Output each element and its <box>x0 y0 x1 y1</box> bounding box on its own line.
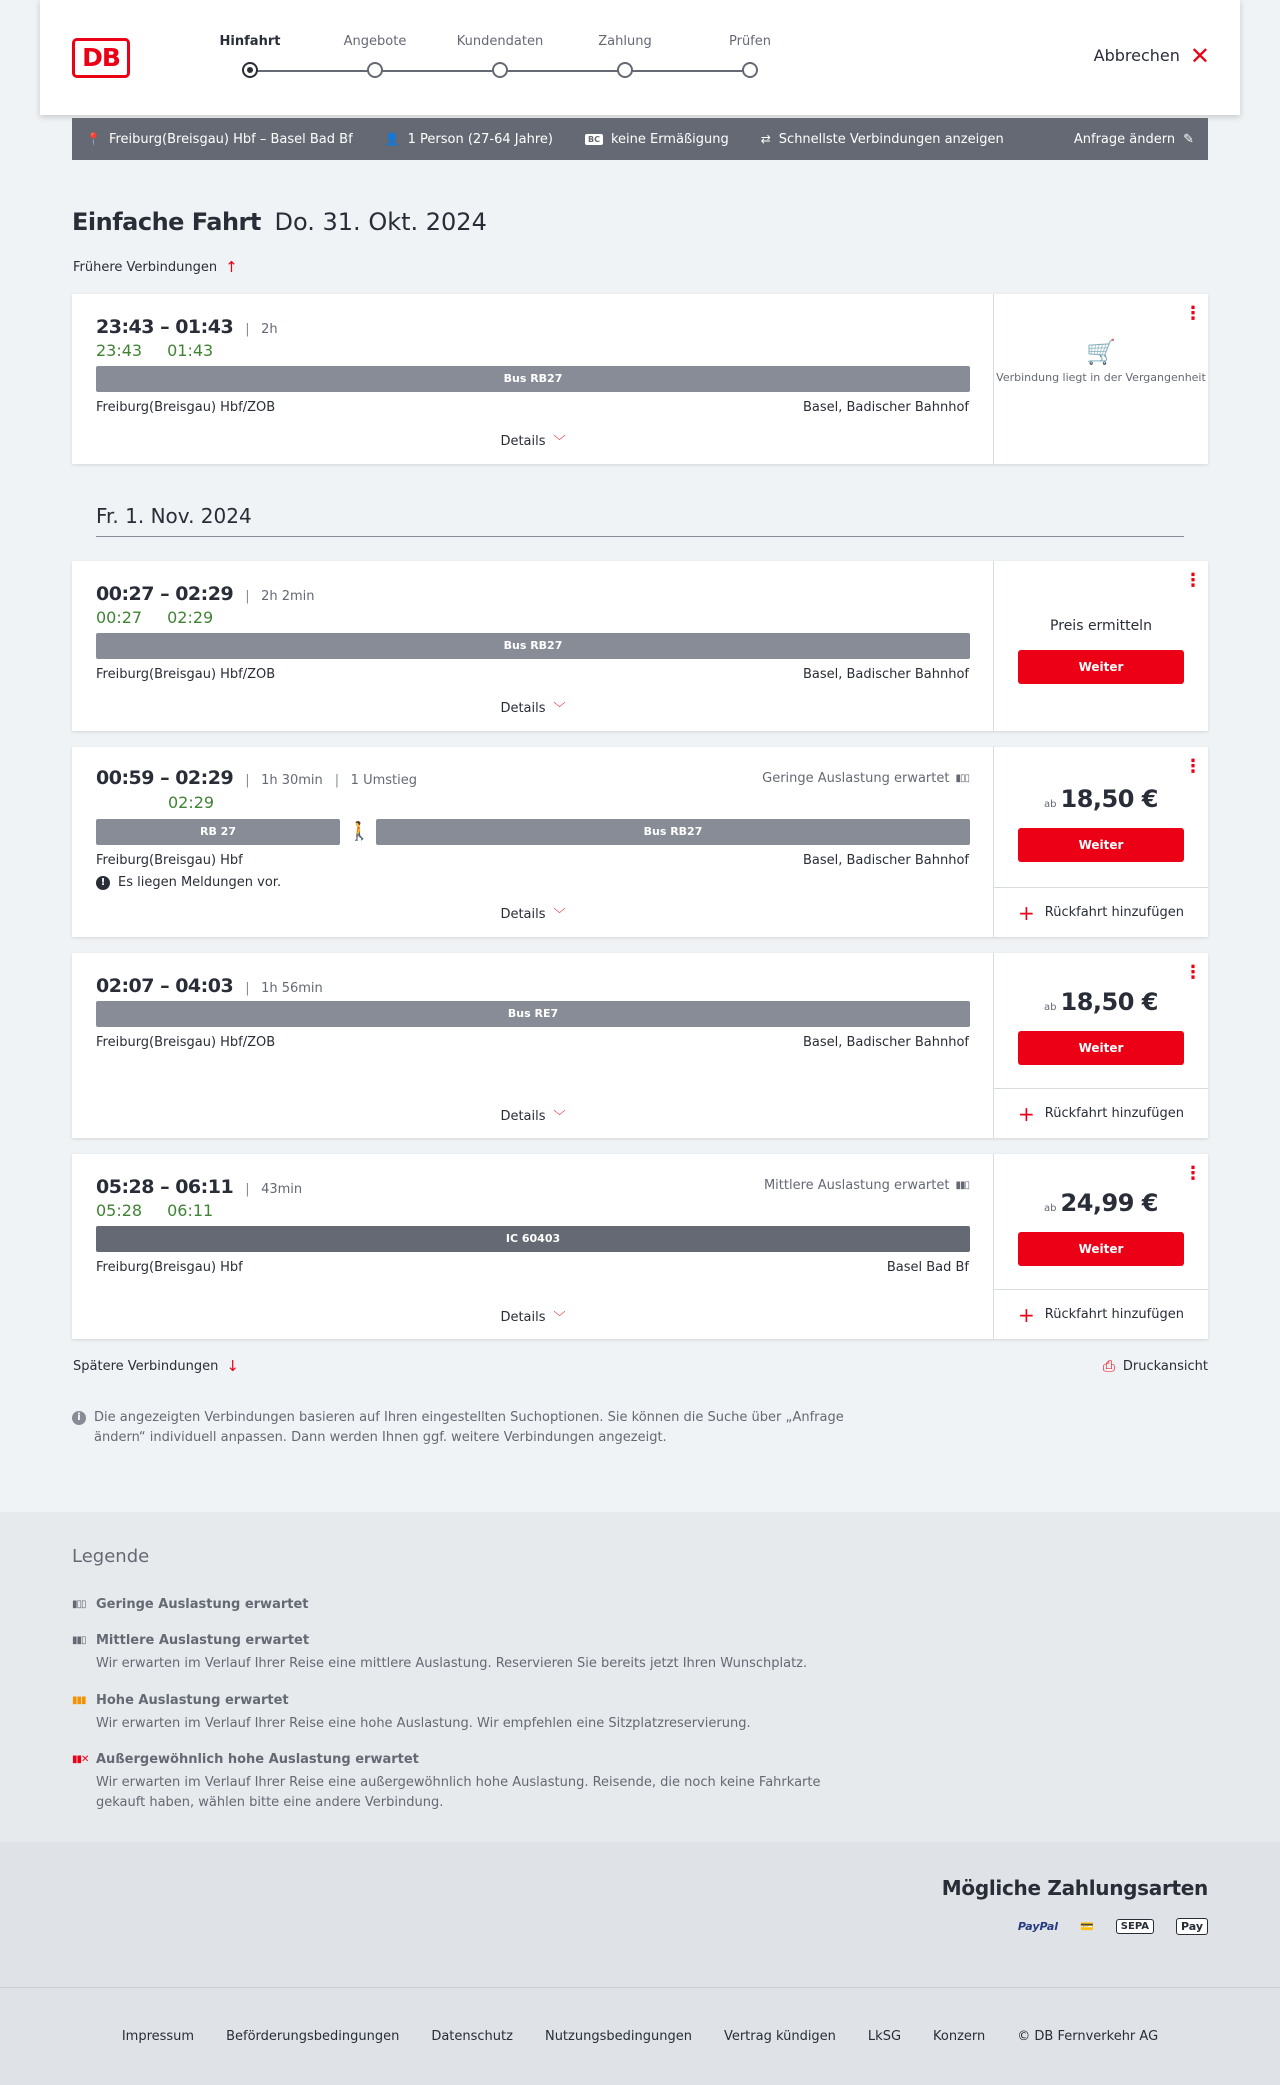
step-dot-icon <box>367 62 383 78</box>
train-segment[interactable]: RB 27 <box>96 819 340 845</box>
past-text: Verbindung liegt in der Vergangenheit <box>996 371 1206 384</box>
train-segment[interactable]: Bus RB27 <box>96 366 970 392</box>
arrow-up-icon: ↑ <box>225 258 238 276</box>
time-range: 23:43 – 01:43 <box>96 316 234 338</box>
connection-offer <box>994 953 1208 1138</box>
step-label: Hinfahrt <box>219 34 281 49</box>
legend-item-desc: Wir erwarten im Verlauf Ihrer Reise eine hohe Auslastung. Wir empfehlen eine Sitzplatzreservierung. <box>96 1716 751 1731</box>
credit-card-icon: 💳 <box>1080 1920 1094 1933</box>
step-hinfahrt <box>190 34 310 78</box>
connection-card <box>72 953 1208 1138</box>
cart-icon: 🛒 <box>1086 338 1116 366</box>
details-label: Details <box>500 701 546 716</box>
details-toggle[interactable] <box>72 699 994 716</box>
connection-card <box>72 561 1208 731</box>
swap-arrows-icon: ⇄ <box>760 132 771 146</box>
info-text: Die angezeigten Verbindungen basieren auf Ihren eingestellten Suchoptionen. Sie können die Suche über „Anfrage ändern“ individuell anpassen. Dann werden Ihnen ggf. weitere Verbindungen angezeigt. <box>94 1410 844 1445</box>
step-label: Prüfen <box>728 34 771 49</box>
more-options-icon[interactable]: ⋮ <box>1184 303 1202 324</box>
realtime-arrival: 01:43 <box>167 341 214 360</box>
pencil-icon: ✎ <box>1183 131 1194 147</box>
occupancy-medium-icon: ▮▮▯ <box>955 1180 969 1191</box>
duration: 2h <box>261 322 278 337</box>
arrival-station: Basel Bad Bf <box>886 1260 969 1275</box>
connection-times <box>96 767 417 789</box>
summary-route <box>86 132 353 147</box>
footer-link-datenschutz[interactable]: Datenschutz <box>431 2029 513 2044</box>
travellers-text: 1 Person (27-64 Jahre) <box>407 131 553 147</box>
connection-offer <box>994 747 1208 937</box>
chevron-down-icon: ﹀ <box>553 1310 566 1324</box>
occupancy <box>762 771 969 786</box>
time-range: 05:28 – 06:11 <box>96 1176 234 1198</box>
walking-icon: 🚶 <box>348 821 371 842</box>
step-pruefen <box>690 34 810 78</box>
add-return-button[interactable] <box>994 1289 1208 1339</box>
summary-discount <box>585 132 729 147</box>
connection-main[interactable] <box>72 747 994 937</box>
summary-option <box>761 132 1004 147</box>
legend-item-title: Mittlere Auslastung erwartet <box>96 1633 310 1648</box>
arrival-station: Basel, Badischer Bahnhof <box>802 1035 969 1050</box>
summary-travellers <box>385 132 553 147</box>
later-label: Spätere Verbindungen <box>73 1358 219 1374</box>
legend-item-title: Hohe Auslastung erwartet <box>96 1693 289 1708</box>
departure-station: Freiburg(Breisgau) Hbf <box>96 853 243 868</box>
time-range: 00:27 – 02:29 <box>96 583 234 605</box>
print-view-link[interactable] <box>1103 1357 1208 1375</box>
message-notice[interactable] <box>96 875 281 890</box>
connection-main[interactable] <box>72 561 994 731</box>
more-options-icon[interactable]: ⋮ <box>1184 962 1202 983</box>
occupancy-low-icon: ▮▯▯ <box>955 773 969 784</box>
connection-offer <box>994 1154 1208 1339</box>
price-prefix: ab <box>1044 799 1057 810</box>
realtime-departure: 00:27 <box>96 608 143 627</box>
occupancy-low-icon: ▮▯▯ <box>72 1599 86 1610</box>
connection-main[interactable] <box>72 953 994 1138</box>
payment-methods-section <box>0 1842 1280 1988</box>
footer-link-vertrag-kuendigen[interactable]: Vertrag kündigen <box>723 2029 836 2044</box>
route-text: Freiburg(Breisgau) Hbf – Basel Bad Bf <box>108 131 353 147</box>
past-connection-note <box>994 338 1208 386</box>
later-connections-link[interactable] <box>73 1357 239 1375</box>
footer-link-konzern[interactable]: Konzern <box>933 2029 986 2044</box>
separator: | <box>245 1182 250 1197</box>
details-toggle[interactable] <box>72 432 994 449</box>
transfers: 1 Umstieg <box>350 773 417 788</box>
search-summary-bar <box>72 118 1208 160</box>
earlier-label: Frühere Verbindungen <box>73 259 218 275</box>
legend-item-desc: Wir erwarten im Verlauf Ihrer Reise eine mittlere Auslastung. Reservieren Sie bereits jetzt Ihren Wunschplatz. <box>96 1656 808 1671</box>
price-value: 18,50 € <box>1060 988 1158 1016</box>
price-label: Preis ermitteln <box>1050 618 1152 634</box>
train-segment[interactable]: Bus RE7 <box>96 1001 970 1027</box>
add-return-button[interactable] <box>994 887 1208 937</box>
price <box>994 785 1208 813</box>
payment-icons <box>1018 1918 1208 1935</box>
more-options-icon[interactable]: ⋮ <box>1184 756 1202 777</box>
legend-item <box>72 1633 852 1674</box>
legend-title: Legende <box>72 1546 150 1567</box>
legend-item-desc: Wir erwarten im Verlauf Ihrer Reise eine außergewöhnlich hohe Auslastung. Reisende, die noch keine Fahrkarte gekauft haben, wählen bitte eine andere Verbindung. <box>96 1775 821 1810</box>
footer <box>0 1988 1280 2085</box>
message-text: Es liegen Meldungen vor. <box>118 875 282 890</box>
step-angebote <box>315 34 435 78</box>
sepa-icon: SEPA <box>1116 1919 1154 1934</box>
info-note <box>72 1408 852 1448</box>
realtime-arrival: 02:29 <box>168 793 215 812</box>
arrival-station: Basel, Badischer Bahnhof <box>802 400 969 415</box>
step-dot-icon <box>742 62 758 78</box>
date-header: Fr. 1. Nov. 2024 <box>96 504 1184 537</box>
realtime-times <box>96 608 233 627</box>
step-label: Zahlung <box>598 34 652 49</box>
progress-steps <box>210 34 771 84</box>
more-options-icon[interactable]: ⋮ <box>1184 1163 1202 1184</box>
price <box>994 988 1208 1016</box>
connection-card <box>72 294 1208 464</box>
realtime-arrival: 02:29 <box>167 608 214 627</box>
legend-item <box>72 1693 852 1734</box>
price-value: 18,50 € <box>1060 785 1158 813</box>
step-zahlung <box>565 34 685 78</box>
more-options-icon[interactable]: ⋮ <box>1184 570 1202 591</box>
change-request-button[interactable] <box>1074 132 1194 147</box>
close-icon: ✕ <box>1189 41 1210 70</box>
step-dot-icon <box>242 62 258 78</box>
change-request-label: Anfrage ändern <box>1073 131 1176 147</box>
occupancy <box>764 1178 969 1193</box>
continue-button[interactable]: Weiter <box>1018 650 1184 684</box>
stations <box>96 667 969 682</box>
realtime-times <box>96 341 233 360</box>
print-label: Druckansicht <box>1122 1358 1208 1374</box>
stations <box>96 853 969 868</box>
details-label: Details <box>500 907 546 922</box>
connection-main[interactable] <box>72 294 994 464</box>
separator: | <box>334 773 339 788</box>
top-bar <box>40 0 1240 115</box>
realtime-arrival: 06:11 <box>167 1201 214 1220</box>
realtime-departure: 23:43 <box>96 341 143 360</box>
train-segment[interactable]: Bus RB27 <box>376 819 970 845</box>
page-title <box>72 208 487 236</box>
copyright: © DB Fernverkehr AG <box>1017 2029 1159 2044</box>
legend-section <box>0 1512 1280 1842</box>
plus-icon: + <box>1018 1101 1035 1126</box>
apple-pay-icon <box>1176 1918 1208 1935</box>
duration: 1h 30min <box>261 773 323 788</box>
separator: | <box>245 773 250 788</box>
bahncard-icon: BC <box>585 134 603 145</box>
arrow-down-icon: ↓ <box>226 1357 239 1375</box>
continue-button[interactable]: Weiter <box>1018 828 1184 862</box>
discount-text: keine Ermäßigung <box>610 131 729 147</box>
realtime-times <box>96 1201 233 1220</box>
plus-icon: + <box>1018 900 1035 925</box>
legend-item <box>72 1597 852 1612</box>
stations <box>96 1035 969 1050</box>
printer-icon: ⎙ <box>1102 1357 1115 1375</box>
step-dot-icon <box>617 62 633 78</box>
stations <box>96 1260 969 1275</box>
details-label: Details <box>500 1310 546 1325</box>
train-segment[interactable]: IC 60403 <box>96 1226 970 1252</box>
realtime-times <box>168 793 234 812</box>
arrival-station: Basel, Badischer Bahnhof <box>802 853 969 868</box>
return-label: Rückfahrt hinzufügen <box>1044 1307 1184 1322</box>
paypal-icon: PayPal <box>1017 1920 1059 1933</box>
stations <box>96 400 969 415</box>
legend-item-title: Außergewöhnlich hohe Auslastung erwartet <box>96 1752 419 1767</box>
legend-item-title: Geringe Auslastung erwartet <box>96 1597 309 1612</box>
details-label: Details <box>500 434 546 449</box>
return-label: Rückfahrt hinzufügen <box>1044 1106 1184 1121</box>
occupancy-text: Geringe Auslastung erwartet <box>762 771 950 786</box>
cancel-button[interactable] <box>1093 41 1210 70</box>
connection-times <box>96 583 315 605</box>
price <box>994 1189 1208 1217</box>
separator: | <box>245 981 250 996</box>
price-prefix: ab <box>1044 1203 1057 1214</box>
separator: | <box>245 589 250 604</box>
connection-card <box>72 1154 1208 1339</box>
connection-offer <box>994 294 1208 464</box>
person-icon: 👤 <box>384 132 400 146</box>
add-return-button[interactable] <box>994 1088 1208 1138</box>
connection-main[interactable] <box>72 1154 994 1339</box>
connection-times <box>96 316 278 338</box>
departure-station: Freiburg(Breisgau) Hbf <box>96 1260 243 1275</box>
realtime-departure: 05:28 <box>96 1201 143 1220</box>
train-segment[interactable]: Bus RB27 <box>96 633 970 659</box>
chevron-down-icon: ﹀ <box>553 1109 566 1123</box>
plus-icon: + <box>1018 1302 1035 1327</box>
duration: 2h 2min <box>261 589 315 604</box>
db-logo[interactable]: DB <box>72 38 130 78</box>
step-kundendaten <box>440 34 560 78</box>
trip-date: Do. 31. Okt. 2024 <box>274 208 487 236</box>
apple-pay-label: Pay <box>1180 1920 1203 1933</box>
duration: 43min <box>261 1182 303 1197</box>
departure-station: Freiburg(Breisgau) Hbf/ZOB <box>96 1035 276 1050</box>
return-label: Rückfahrt hinzufügen <box>1044 905 1184 920</box>
info-icon: i <box>72 1411 86 1425</box>
time-range: 00:59 – 02:29 <box>96 767 234 789</box>
chevron-down-icon: ﹀ <box>553 434 566 448</box>
footer-link-lksg[interactable]: LkSG <box>867 2029 902 2044</box>
legend-item <box>72 1752 852 1813</box>
price-value: 24,99 € <box>1060 1189 1158 1217</box>
footer-link-nutzungsbedingungen[interactable]: Nutzungsbedingungen <box>544 2029 692 2044</box>
trip-type: Einfache Fahrt <box>72 208 261 236</box>
departure-station: Freiburg(Breisgau) Hbf/ZOB <box>96 400 276 415</box>
footer-link-impressum[interactable]: Impressum <box>121 2029 195 2044</box>
continue-button[interactable]: Weiter <box>1018 1031 1184 1065</box>
details-label: Details <box>500 1109 546 1124</box>
step-label: Kundendaten <box>456 34 544 49</box>
step-label: Angebote <box>343 34 407 49</box>
chevron-down-icon: ﹀ <box>553 907 566 921</box>
location-pin-icon: 📍 <box>86 132 101 146</box>
earlier-connections-link[interactable] <box>73 258 238 276</box>
duration: 1h 56min <box>261 981 323 996</box>
details-toggle[interactable] <box>72 905 994 922</box>
separator: | <box>245 322 250 337</box>
alert-icon: ! <box>96 876 110 890</box>
occupancy-high-icon: ▮▮▮ <box>72 1695 86 1706</box>
payment-title: Mögliche Zahlungsarten <box>941 1876 1208 1900</box>
price-prefix: ab <box>1044 1002 1057 1013</box>
option-text: Schnellste Verbindungen anzeigen <box>778 131 1004 147</box>
details-toggle[interactable] <box>72 1107 994 1124</box>
continue-button[interactable]: Weiter <box>1018 1232 1184 1266</box>
step-dot-icon <box>492 62 508 78</box>
occupancy-text: Mittlere Auslastung erwartet <box>763 1178 950 1193</box>
footer-link-befoerderungsbedingungen[interactable]: Beförderungsbedingungen <box>226 2029 400 2044</box>
connection-times <box>96 1176 302 1198</box>
connection-offer <box>994 561 1208 731</box>
arrival-station: Basel, Badischer Bahnhof <box>802 667 969 682</box>
departure-station: Freiburg(Breisgau) Hbf/ZOB <box>96 667 276 682</box>
connection-times <box>96 975 323 997</box>
details-toggle[interactable] <box>72 1308 994 1325</box>
cancel-label: Abbrechen <box>1093 46 1180 65</box>
time-range: 02:07 – 04:03 <box>96 975 234 997</box>
occupancy-exceptional-icon: ▮▮✕ <box>72 1754 89 1765</box>
occupancy-medium-icon: ▮▮▯ <box>72 1635 86 1646</box>
connection-card <box>72 747 1208 937</box>
chevron-down-icon: ﹀ <box>553 701 566 715</box>
